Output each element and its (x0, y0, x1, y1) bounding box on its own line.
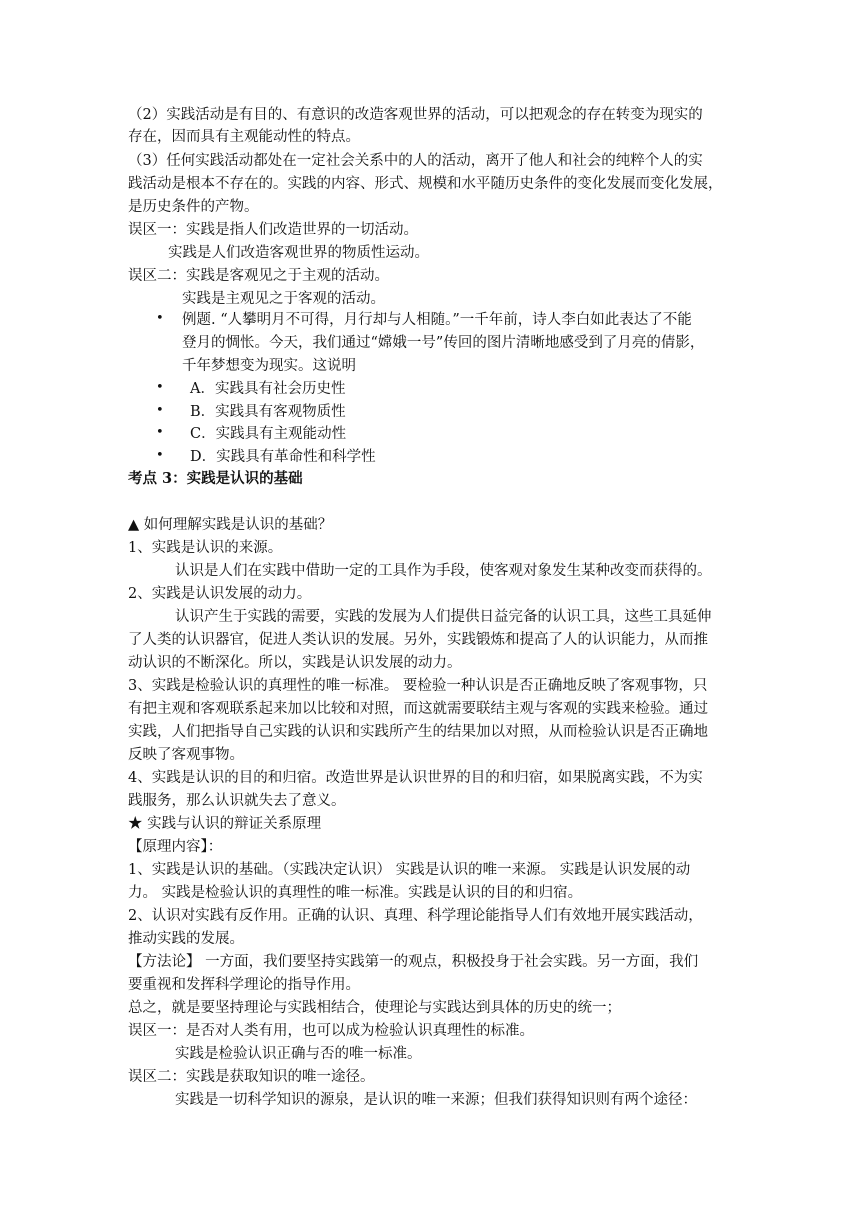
option-d: D．实践具有革命性和科学性 (190, 449, 376, 465)
misconception-two: 误区二：实践是客观见之于主观的活动。 (128, 268, 389, 284)
text-line: 存在，因而具有主观能动性的特点。 (128, 129, 360, 145)
point-2: 2、实践是认识发展的动力。 (128, 586, 312, 602)
text-line: 实践，人们把指导自己实践的认识和实践所产生的结果加以对照，从而检验认识是否正确地 (128, 724, 708, 740)
point-1: 1、实践是认识的来源。 (128, 540, 283, 556)
methodology: 【方法论】 一方面，我们要坚持实践第一的观点，积极投身于社会实践。另一方面，我们 (128, 954, 699, 970)
text-line: 实践是人们改造客观世界的物质性运动。 (168, 245, 429, 261)
point-4: 4、实践是认识的目的和归宿。改造世界是认识世界的目的和归宿，如果脱离实践，不为实 (128, 770, 703, 786)
text-line: 实践是检验认识正确与否的唯一标准。 (175, 1046, 422, 1062)
bullet-icon: • (156, 380, 164, 395)
misconception-one: 误区一：实践是指人们改造世界的一切活动。 (128, 222, 418, 238)
subheading: ★ 实践与认识的辩证关系原理 (128, 816, 322, 832)
text-line: 2、认识对实践有反作用。正确的认识、真理、科学理论能指导人们有效地开展实践活动， (128, 908, 703, 924)
text-line: 践服务，那么认识就失去了意义。 (128, 793, 346, 809)
text-line: 反映了客观事物。 (128, 747, 244, 763)
text-line: 认识产生于实践的需要，实践的发展为人们提供日益完备的认识工具，这些工具延伸 (175, 609, 712, 625)
misconception-one: 误区一：是否对人类有用，也可以成为检验认识真理性的标准。 (128, 1023, 534, 1039)
text-line: 动认识的不断深化。所以，实践是认识发展的动力。 (128, 655, 462, 671)
text-line: 是历史条件的产物。 (128, 199, 259, 215)
text-line: 认识是人们在实践中借助一定的工具作为手段，使客观对象发生某种改变而获得的。 (175, 563, 712, 579)
text-line: 了人类的认识器官，促进人类认识的发展。另外，实践锻炼和提高了人的认识能力，从而推 (128, 632, 708, 648)
text-line: 力。 实践是检验认识的真理性的唯一标准。实践是认识的目的和归宿。 (128, 885, 583, 901)
option-c: C．实践具有主观能动性 (190, 426, 347, 442)
text-line: 实践是主观见之于客观的活动。 (182, 291, 385, 307)
point-3: 3、实践是检验认识的真理性的唯一标准。 要检验一种认识是否正确地反映了客观事物，只 (128, 678, 708, 694)
text-line: 推动实践的发展。 (128, 931, 244, 947)
text-line: 实践是一切科学知识的源泉，是认识的唯一来源；但我们获得知识则有两个途径： (175, 1092, 697, 1108)
option-b: B．实践具有客观物质性 (190, 404, 346, 420)
text-line: 千年梦想变为现实。这说明 (182, 358, 356, 374)
bullet-icon: • (156, 448, 164, 463)
text-line: 1、实践是认识的基础。（实践决定认识） 实践是认识的唯一来源。 实践是认识发展的动 (128, 862, 691, 878)
text-line: （2）实践活动是有目的、有意识的改造客观世界的活动，可以把观念的存在转变为现实的 (128, 107, 703, 123)
bullet-icon: • (156, 425, 164, 440)
text-line: 登月的惆怅。今天，我们通过“嫦娥一号”传回的图片清晰地感受到了月亮的倩影， (182, 335, 705, 351)
bullet-icon: • (156, 311, 164, 326)
option-a: A．实践具有社会历史性 (190, 381, 346, 397)
text-line: （3）任何实践活动都处在一定社会关系中的人的活动，离开了他人和社会的纯粹个人的实 (128, 153, 703, 169)
text-line: 要重视和发挥科学理论的指导作用。 (128, 977, 360, 993)
principle-label: 【原理内容】： (128, 839, 223, 855)
text-line: 践活动是根本不存在的。实践的内容、形式、规模和水平随历史条件的变化发展而变化发展， (128, 176, 723, 192)
section-heading: 考点 3：实践是认识的基础 (128, 470, 303, 487)
bullet-icon: • (156, 403, 164, 418)
subheading: ▲ 如何理解实践是认识的基础？ (128, 517, 333, 533)
text-line: 总之，就是要坚持理论与实践相结合，使理论与实践达到具体的历史的统一； (128, 1000, 621, 1016)
misconception-two: 误区二：实践是获取知识的唯一途径。 (128, 1069, 375, 1085)
text-line: 有把主观和客观联系起来加以比较和对照，而这就需要联结主观与客观的实践来检验。通过 (128, 701, 708, 717)
example-question: 例题. “人攀明月不可得，月行却与人相随。”一千年前，诗人李白如此表达了不能 (182, 312, 692, 328)
